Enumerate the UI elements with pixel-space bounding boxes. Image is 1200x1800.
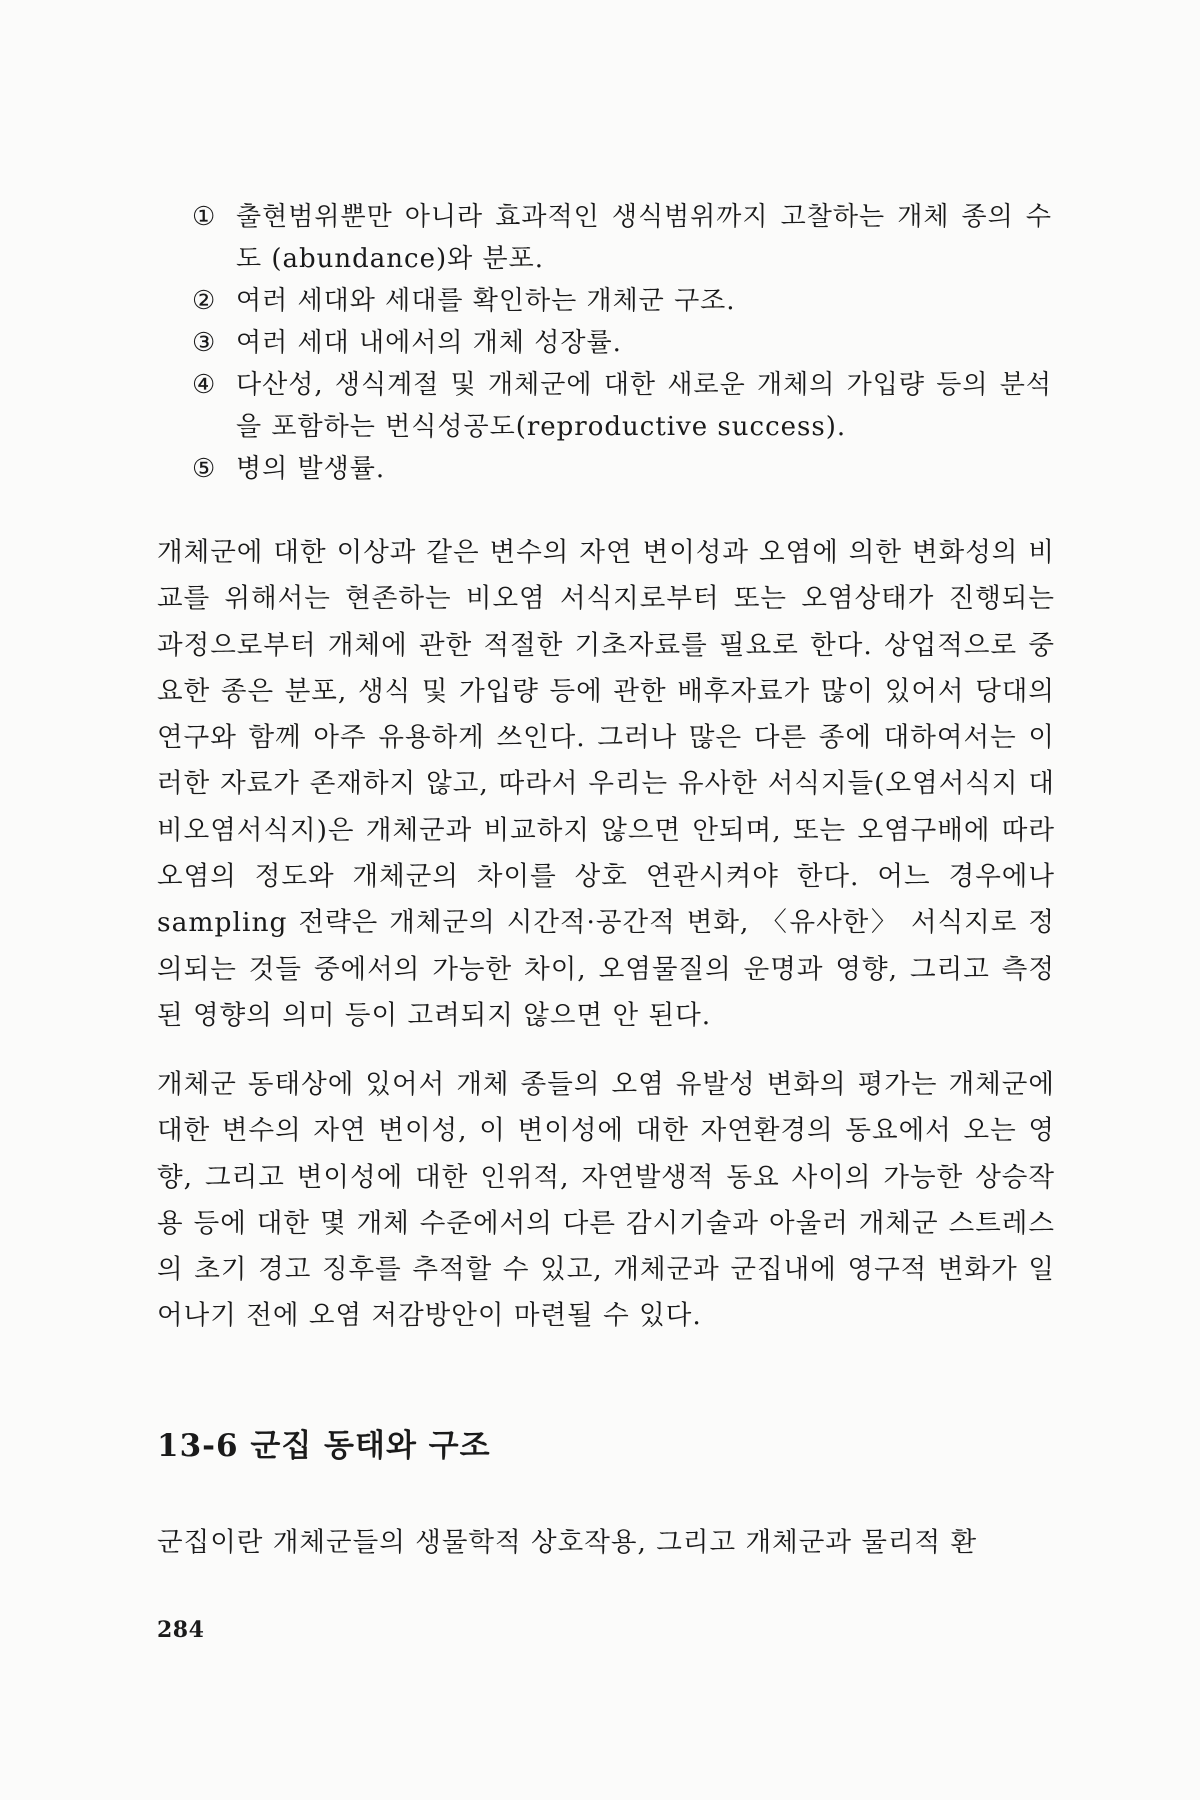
page-number: 284 [157, 1617, 205, 1643]
list-marker: ④ [192, 370, 217, 400]
criteria-list [192, 196, 1052, 490]
body-paragraph: 개체군에 대한 이상과 같은 변수의 자연 변이성과 오염에 의한 변화성의 비교를 위해서는 현존하는 비오염 서식지로부터 또는 오염상태가 진행되는 과정으로부터 개체에 관한 적절한 기초자료를 필요로 한다. 상업적으로 중요한 종은 분포, 생식 및 가입량 등에 관한 배후자료가 많이 있어서 당대의 연구와 함께 아주 유용하게 쓰인다. 그러나 많은 다른 종에 대하여서는 이러한 자료가 존재하지 않고, 따라서 우리는 유사한 서식지들(오염서식지 대 비오염서식지)은 개체군과 비교하지 않으면 안되며, 또는 오염구배에 따라 오염의 정도와 개체군의 차이를 상호 연관시켜야 한다. 어느 경우에나 sampling 전략은 개체군의 시간적·공간적 변화, 〈유사한〉 서식지로 정의되는 것들 중에서의 가능한 차이, 오염물질의 운명과 영향, 그리고 측정된 영향의 의미 등이 고려되지 않으면 안 된다. [157, 537, 1055, 1031]
section-heading: 13-6 군집 동태와 구조 [157, 1428, 491, 1464]
list-marker: ② [192, 286, 217, 316]
body-paragraph: 개체군 동태상에 있어서 개체 종들의 오염 유발성 변화의 평가는 개체군에 대한 변수의 자연 변이성, 이 변이성에 대한 자연환경의 동요에서 오는 영향, 그리고 변이성에 대한 인위적, 자연발생적 동요 사이의 가능한 상승작용 등에 대한 몇 개체 수준에서의 다른 감시기술과 아울러 개체군 스트레스의 초기 경고 징후를 추적할 수 있고, 개체군과 군집내에 영구적 변화가 일어나기 전에 오염 저감방안이 마련될 수 있다. [157, 1069, 1055, 1332]
list-item [192, 280, 1052, 322]
list-item-text: 병의 발생률. [236, 454, 386, 484]
list-item-text: 여러 세대 내에서의 개체 성장률. [236, 328, 622, 358]
list-item [192, 322, 1052, 364]
list-item [192, 448, 1052, 490]
list-marker: ⑤ [192, 454, 217, 484]
list-item [192, 364, 1052, 448]
body-paragraph: 군집이란 개체군들의 생물학적 상호작용, 그리고 개체군과 물리적 환 [157, 1527, 978, 1558]
list-item-text: 여러 세대와 세대를 확인하는 개체군 구조. [236, 286, 736, 316]
list-item [192, 196, 1052, 280]
list-marker: ③ [192, 328, 217, 358]
list-item-text: 출현범위뿐만 아니라 효과적인 생식범위까지 고찰하는 개체 종의 수도 (abundance)와 분포. [236, 202, 1052, 274]
list-marker: ① [192, 202, 217, 232]
list-item-text: 다산성, 생식계절 및 개체군에 대한 새로운 개체의 가입량 등의 분석을 포함하는 번식성공도(reproductive success). [236, 370, 1052, 442]
